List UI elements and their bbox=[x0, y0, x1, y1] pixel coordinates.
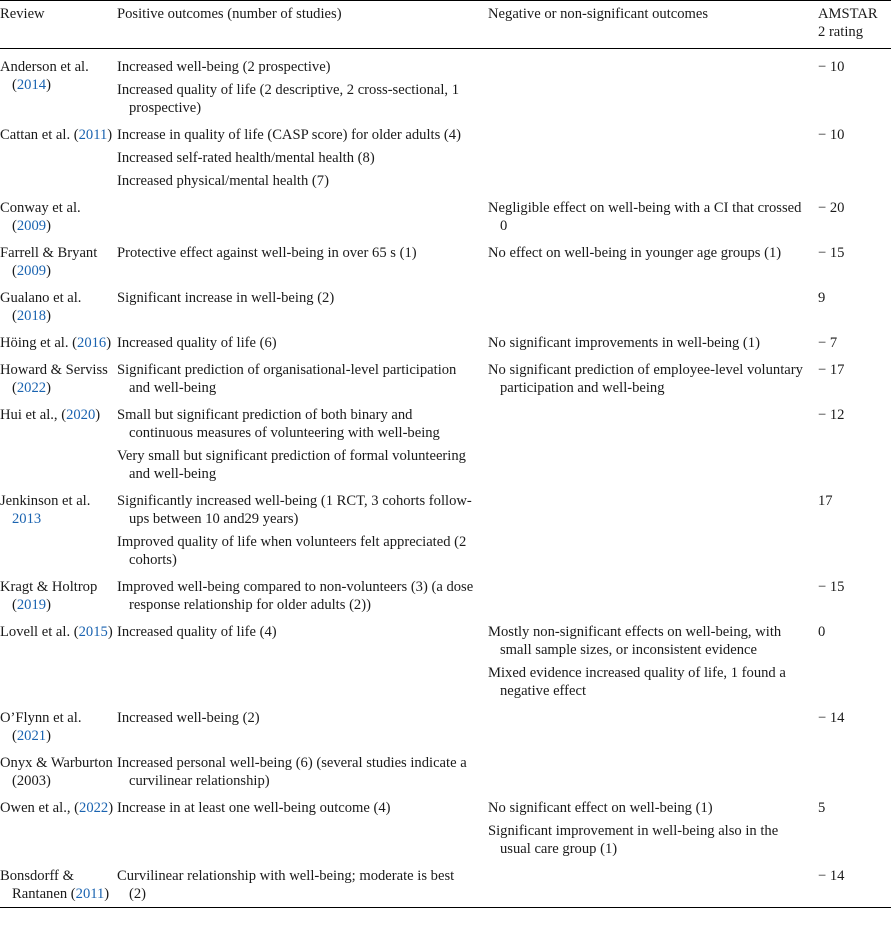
review-year-link[interactable]: 2015 bbox=[78, 624, 108, 640]
review-cell bbox=[0, 235, 117, 280]
negative-cell bbox=[488, 325, 818, 352]
amstar-rating: − 12 bbox=[818, 407, 845, 423]
review-year-link[interactable]: 2016 bbox=[77, 335, 107, 351]
header-positive: Positive outcomes (number of studies) bbox=[117, 6, 342, 22]
amstar-rating: − 17 bbox=[818, 362, 845, 378]
positive-cell bbox=[117, 280, 488, 325]
review-authors: Gualano et al. bbox=[0, 290, 82, 306]
review-year-link[interactable]: 2013 bbox=[12, 511, 42, 527]
review-cell bbox=[0, 858, 117, 908]
review-cell bbox=[0, 745, 117, 790]
positive-cell bbox=[117, 483, 488, 569]
table-row bbox=[0, 700, 891, 745]
amstar-rating: 9 bbox=[818, 290, 826, 306]
review-authors: Hui et al., bbox=[0, 407, 58, 423]
negative-cell bbox=[488, 790, 818, 858]
review-authors: Cattan et al. bbox=[0, 127, 71, 143]
review-cell bbox=[0, 614, 117, 700]
positive-cell bbox=[117, 325, 488, 352]
table-header bbox=[0, 1, 891, 49]
review-authors: Lovell et al. bbox=[0, 624, 71, 640]
negative-outcome: No significant prediction of employee-level voluntary participation and well-being bbox=[488, 362, 803, 396]
positive-outcome: Increased self-rated health/mental health (8) bbox=[117, 150, 375, 166]
review-citation: Bonsdorff & Rantanen (2011) bbox=[0, 868, 110, 902]
positive-outcome: Significantly increased well-being (1 RCT, 3 cohorts follow-ups between 10 and29 years) bbox=[117, 493, 472, 527]
negative-outcome: Mixed evidence increased quality of life, 1 found a negative effect bbox=[488, 665, 786, 699]
table-row bbox=[0, 325, 891, 352]
review-cell bbox=[0, 790, 117, 858]
table-row bbox=[0, 614, 891, 700]
negative-cell bbox=[488, 614, 818, 700]
positive-cell bbox=[117, 790, 488, 858]
review-citation: O’Flynn et al. (2021) bbox=[0, 710, 82, 744]
header-review: Review bbox=[0, 6, 45, 22]
review-paren: ) bbox=[107, 624, 113, 640]
review-authors: Kragt & Holtrop bbox=[0, 579, 98, 595]
negative-cell bbox=[488, 280, 818, 325]
amstar-rating: − 7 bbox=[818, 335, 838, 351]
review-paren: ) bbox=[104, 886, 110, 902]
amstar-rating: − 15 bbox=[818, 245, 845, 261]
review-year-link[interactable]: 2022 bbox=[79, 800, 109, 816]
negative-outcome: Mostly non-significant effects on well-being, with small sample sizes, or inconsistent evidence bbox=[488, 624, 782, 658]
review-paren: ) bbox=[46, 728, 51, 744]
positive-outcome: Increased quality of life (6) bbox=[117, 335, 277, 351]
positive-cell bbox=[117, 190, 488, 235]
negative-outcome: No effect on well-being in younger age groups (1) bbox=[488, 245, 782, 261]
review-cell bbox=[0, 483, 117, 569]
review-citation: Hui et al., (2020) bbox=[0, 407, 101, 423]
review-paren: ) bbox=[46, 263, 51, 279]
review-year-link[interactable]: 2018 bbox=[16, 308, 47, 324]
amstar-rating: 17 bbox=[818, 493, 833, 509]
review-authors: Conway et al. bbox=[0, 200, 81, 216]
review-cell bbox=[0, 569, 117, 614]
review-citation: Conway et al. (2009) bbox=[0, 200, 81, 234]
negative-cell bbox=[488, 700, 818, 745]
positive-cell bbox=[117, 397, 488, 483]
table-row bbox=[0, 483, 891, 569]
negative-cell bbox=[488, 745, 818, 790]
negative-cell bbox=[488, 117, 818, 190]
table-row bbox=[0, 190, 891, 235]
table-row bbox=[0, 280, 891, 325]
review-citation: Howard & Serviss (2022) bbox=[0, 362, 108, 396]
review-authors: Owen et al., bbox=[0, 800, 71, 816]
positive-outcome: Significant increase in well-being (2) bbox=[117, 290, 335, 306]
review-paren: ) bbox=[46, 597, 51, 613]
review-paren: ) bbox=[95, 407, 101, 423]
review-authors: Anderson et al. bbox=[0, 59, 89, 75]
positive-outcome: Very small but significant prediction of formal volunteering and well-being bbox=[117, 448, 466, 482]
review-cell bbox=[0, 49, 117, 118]
review-year-link[interactable]: 2022 bbox=[16, 380, 47, 396]
review-year-link[interactable]: 2009 bbox=[16, 218, 47, 234]
negative-cell bbox=[488, 352, 818, 397]
positive-outcome: Increased quality of life (4) bbox=[117, 624, 277, 640]
positive-outcome: Increased quality of life (2 descriptive, 2 cross-sectional, 1 prospective) bbox=[117, 82, 460, 116]
negative-cell bbox=[488, 49, 818, 118]
review-authors: O’Flynn et al. bbox=[0, 710, 82, 726]
positive-cell bbox=[117, 569, 488, 614]
review-cell bbox=[0, 700, 117, 745]
review-citation: Gualano et al. (2018) bbox=[0, 290, 82, 324]
review-paren: ) bbox=[107, 127, 113, 143]
positive-outcome: Small but significant prediction of both binary and continuous measures of volunteering with well-being bbox=[117, 407, 440, 441]
review-cell bbox=[0, 325, 117, 352]
review-authors: Jenkinson et al. bbox=[0, 493, 91, 509]
amstar-rating: − 20 bbox=[818, 200, 845, 216]
positive-outcome: Protective effect against well-being in over 65 s (1) bbox=[117, 245, 417, 261]
review-authors: Howard & Serviss bbox=[0, 362, 108, 378]
review-cell bbox=[0, 352, 117, 397]
review-citation: Farrell & Bryant (2009) bbox=[0, 245, 98, 279]
negative-outcome: No significant effect on well-being (1) bbox=[488, 800, 713, 816]
review-year-link[interactable]: 2020 bbox=[66, 407, 96, 423]
review-year-link[interactable]: 2009 bbox=[16, 263, 47, 279]
negative-cell bbox=[488, 235, 818, 280]
table-row bbox=[0, 117, 891, 190]
negative-cell bbox=[488, 483, 818, 569]
review-authors: Farrell & Bryant bbox=[0, 245, 98, 261]
table-body bbox=[0, 49, 891, 908]
positive-outcome: Curvilinear relationship with well-being; moderate is best (2) bbox=[117, 868, 455, 902]
positive-outcome: Increased well-being (2) bbox=[117, 710, 260, 726]
positive-outcome: Improved quality of life when volunteers felt appreciated (2 cohorts) bbox=[117, 534, 467, 568]
review-paren: ) bbox=[46, 218, 51, 234]
table-row bbox=[0, 397, 891, 483]
header-negative: Negative or non-significant outcomes bbox=[488, 6, 709, 22]
review-paren: ) bbox=[46, 380, 51, 396]
positive-cell bbox=[117, 745, 488, 790]
negative-cell bbox=[488, 858, 818, 908]
amstar-rating bbox=[818, 745, 891, 790]
amstar-rating: 5 bbox=[818, 800, 826, 816]
amstar-rating: 0 bbox=[818, 624, 826, 640]
review-citation: Cattan et al. (2011) bbox=[0, 127, 113, 143]
review-cell bbox=[0, 397, 117, 483]
negative-cell bbox=[488, 569, 818, 614]
review-paren: ) bbox=[108, 800, 114, 816]
positive-cell bbox=[117, 858, 488, 908]
negative-outcome: No significant improvements in well-being (1) bbox=[488, 335, 760, 351]
amstar-rating: − 14 bbox=[818, 868, 845, 884]
review-citation: Höing et al. (2016) bbox=[0, 335, 112, 351]
negative-outcome: Negligible effect on well-being with a CI that crossed 0 bbox=[488, 200, 802, 234]
review-year-link[interactable]: 2021 bbox=[16, 728, 47, 744]
review-year-link[interactable]: 2011 bbox=[75, 886, 105, 902]
review-authors: Bonsdorff & Rantanen bbox=[0, 868, 74, 902]
negative-cell bbox=[488, 397, 818, 483]
positive-outcome: Increase in quality of life (CASP score) for older adults (4) bbox=[117, 127, 461, 143]
amstar-rating: − 14 bbox=[818, 710, 845, 726]
table-row bbox=[0, 569, 891, 614]
table-row bbox=[0, 745, 891, 790]
positive-cell bbox=[117, 352, 488, 397]
review-year-link[interactable]: 2014 bbox=[16, 77, 47, 93]
review-citation: Kragt & Holtrop (2019) bbox=[0, 579, 98, 613]
review-authors: Höing et al. bbox=[0, 335, 69, 351]
negative-cell bbox=[488, 190, 818, 235]
positive-cell bbox=[117, 614, 488, 700]
review-paren: ) bbox=[46, 308, 51, 324]
table-row bbox=[0, 235, 891, 280]
amstar-rating: − 10 bbox=[818, 127, 845, 143]
review-cell bbox=[0, 190, 117, 235]
review-year-link[interactable]: 2019 bbox=[16, 597, 47, 613]
positive-outcome: Increase in at least one well-being outcome (4) bbox=[117, 800, 391, 816]
review-cell bbox=[0, 117, 117, 190]
review-citation bbox=[0, 492, 117, 528]
positive-outcome: Significant prediction of organisational-level participation and well-being bbox=[117, 362, 457, 396]
review-citation: Lovell et al. (2015) bbox=[0, 624, 113, 640]
review-citation bbox=[0, 754, 117, 790]
amstar-rating: − 10 bbox=[818, 59, 845, 75]
table-row bbox=[0, 352, 891, 397]
review-year-link[interactable]: 2011 bbox=[78, 127, 108, 143]
review-paren: ) bbox=[46, 77, 51, 93]
review-authors: Onyx & Warburton (2003) bbox=[0, 755, 113, 789]
positive-cell bbox=[117, 49, 488, 118]
review-citation: Anderson et al. (2014) bbox=[0, 59, 89, 93]
positive-outcome: Improved well-being compared to non-volunteers (3) (a dose response relationship for older adults (2)) bbox=[117, 579, 474, 613]
review-citation: Owen et al., (2022) bbox=[0, 800, 114, 816]
table-row bbox=[0, 790, 891, 858]
positive-cell bbox=[117, 235, 488, 280]
negative-outcome: Significant improvement in well-being also in the usual care group (1) bbox=[488, 823, 779, 857]
positive-outcome: Increased physical/mental health (7) bbox=[117, 173, 329, 189]
positive-outcome: Increased personal well-being (6) (several studies indicate a curvilinear relationship) bbox=[117, 755, 467, 789]
positive-cell bbox=[117, 117, 488, 190]
amstar-rating: − 15 bbox=[818, 579, 845, 595]
header-amstar: AMSTAR 2 rating bbox=[818, 6, 878, 40]
review-cell bbox=[0, 280, 117, 325]
positive-cell bbox=[117, 700, 488, 745]
review-paren: ) bbox=[106, 335, 112, 351]
table-row bbox=[0, 49, 891, 118]
positive-outcome: Increased well-being (2 prospective) bbox=[117, 59, 331, 75]
table-row bbox=[0, 858, 891, 908]
